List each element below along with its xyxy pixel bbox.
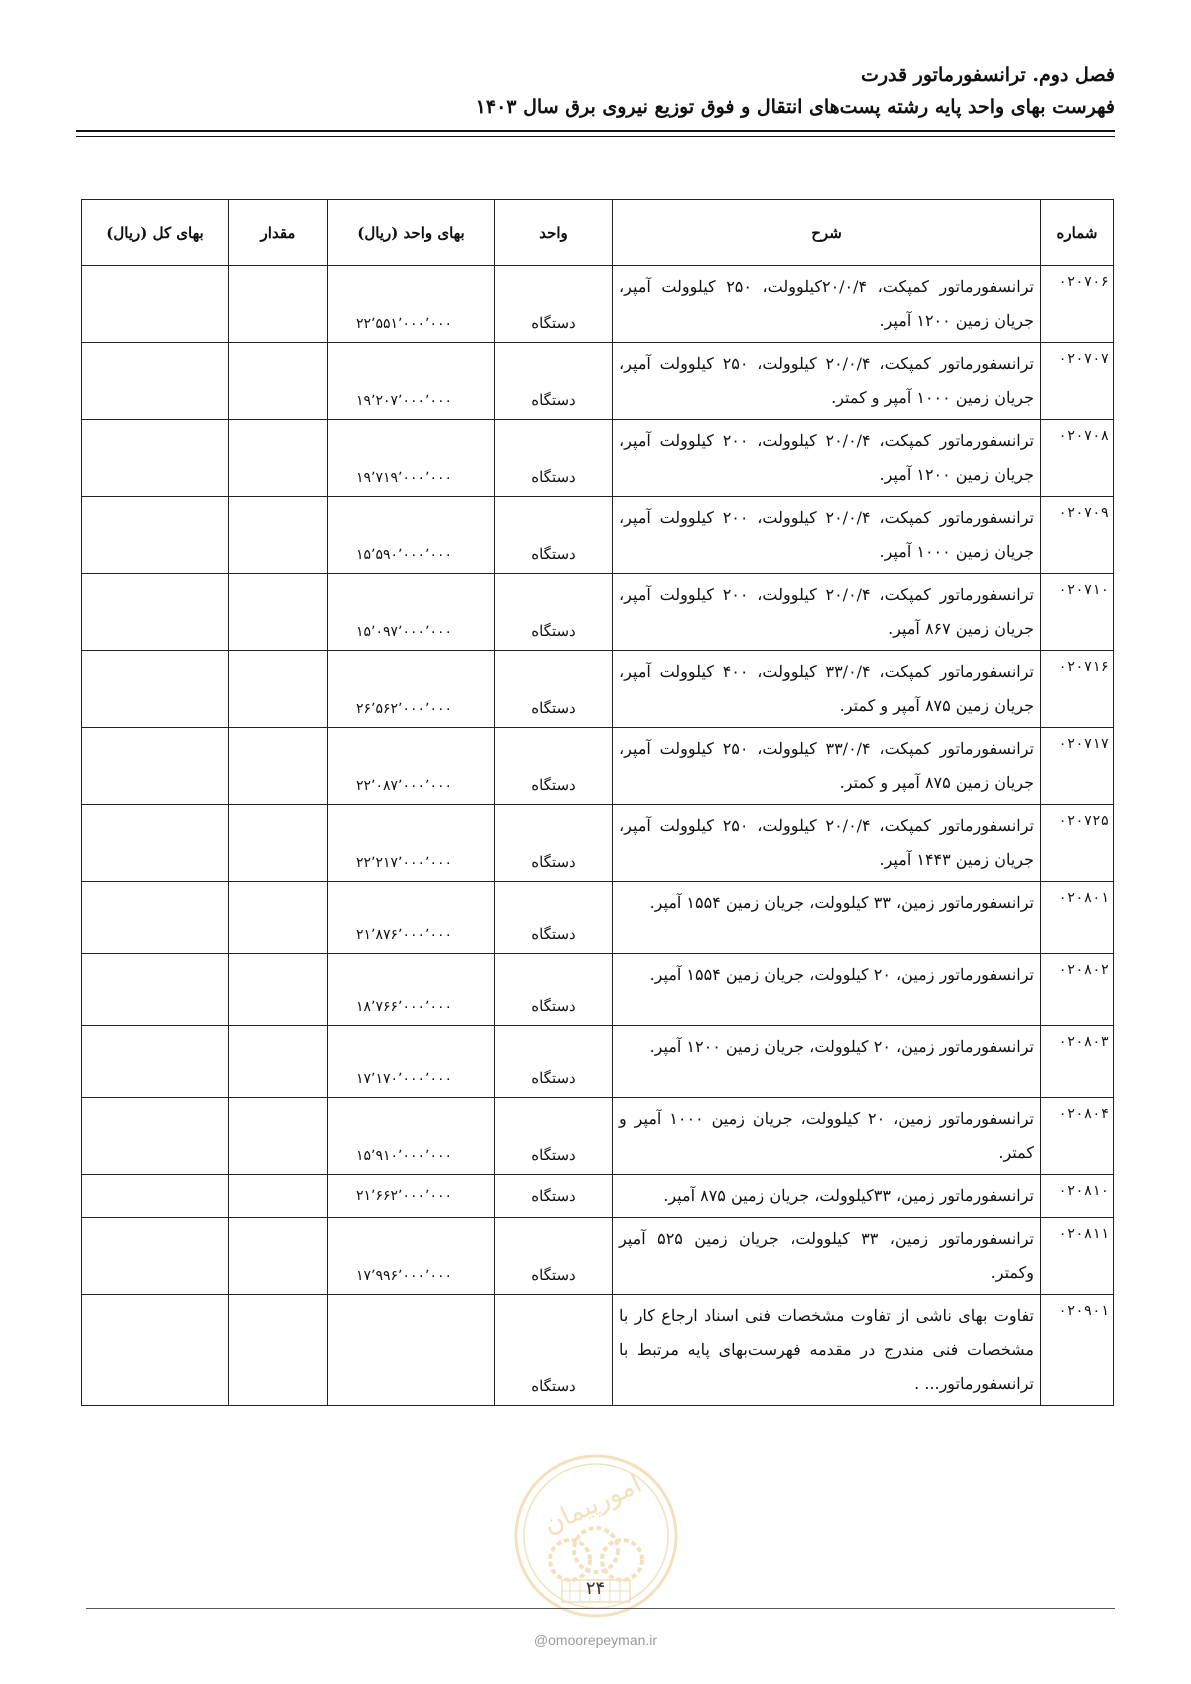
item-quantity: [229, 343, 328, 420]
item-unit: دستگاه: [495, 1098, 613, 1175]
item-total-price: [82, 805, 229, 882]
item-quantity: [229, 882, 328, 954]
item-unit: دستگاه: [495, 954, 613, 1026]
table-row: [82, 651, 1114, 728]
item-unit: دستگاه: [495, 728, 613, 805]
item-number: ۰۲۰۷۱۷: [1041, 728, 1114, 805]
item-description: ترانسفورماتور کمپکت، ۲۰/۰/۴ کیلوولت، ۲۵۰ کیلوولت آمپر، جریان زمین ۱۰۰۰ آمپر و کمتر.: [613, 343, 1041, 420]
item-unit: دستگاه: [495, 497, 613, 574]
item-number: ۰۲۰۸۰۴: [1041, 1098, 1114, 1175]
item-number: ۰۲۰۷۲۵: [1041, 805, 1114, 882]
item-description: ترانسفورماتور کمپکت، ۳۳/۰/۴ کیلوولت، ۲۵۰ کیلوولت آمپر، جریان زمین ۸۷۵ آمپر و کمتر.: [613, 728, 1041, 805]
item-unit-price: ۱۹٬۷۱۹٬۰۰۰٬۰۰۰: [328, 420, 495, 497]
item-unit: دستگاه: [495, 343, 613, 420]
document-title: فهرست بهای واحد پایه رشته پست‌های انتقال و فوق توزیع نیروی برق سال ۱۴۰۳: [475, 96, 1115, 118]
item-description: ترانسفورماتور زمین، ۳۳ کیلوولت، جریان زمین ۵۲۵ آمپر وکمتر.: [613, 1218, 1041, 1295]
table-row: [82, 728, 1114, 805]
item-unit: دستگاه: [495, 1175, 613, 1218]
item-total-price: [82, 1098, 229, 1175]
item-unit: دستگاه: [495, 882, 613, 954]
header-unit: واحد: [495, 200, 613, 266]
header-total-price: بهای کل (ریال): [82, 200, 229, 266]
header-rule-thick: [76, 130, 1115, 132]
item-total-price: [82, 728, 229, 805]
item-unit: دستگاه: [495, 805, 613, 882]
item-total-price: [82, 266, 229, 343]
item-total-price: [82, 1218, 229, 1295]
item-total-price: [82, 954, 229, 1026]
item-description: ترانسفورماتور کمپکت، ۲۰/۰/۴ کیلوولت، ۲۰۰ کیلوولت آمپر، جریان زمین ۱۰۰۰ آمپر.: [613, 497, 1041, 574]
item-quantity: [229, 497, 328, 574]
header-unit-price: بهای واحد (ریال): [328, 200, 495, 266]
table-row: [82, 343, 1114, 420]
item-description: ترانسفورماتور کمپکت، ۲۰/۰/۴ کیلوولت، ۲۰۰ کیلوولت آمپر، جریان زمین ۱۲۰۰ آمپر.: [613, 420, 1041, 497]
item-number: ۰۲۰۹۰۱: [1041, 1295, 1114, 1406]
item-total-price: [82, 882, 229, 954]
price-list-table: [81, 199, 1114, 1406]
table-row: [82, 266, 1114, 343]
item-unit: دستگاه: [495, 266, 613, 343]
item-quantity: [229, 1026, 328, 1098]
page-header: [76, 58, 1115, 124]
table-row: [82, 1295, 1114, 1406]
table-row: [82, 882, 1114, 954]
item-quantity: [229, 574, 328, 651]
item-quantity: [229, 420, 328, 497]
item-unit-price: ۲۲٬۵۵۱٬۰۰۰٬۰۰۰: [328, 266, 495, 343]
item-number: ۰۲۰۸۰۱: [1041, 882, 1114, 954]
item-description: ترانسفورماتور زمین، ۲۰ کیلوولت، جریان زمین ۱۵۵۴ آمپر.: [613, 954, 1041, 1026]
item-unit-price: ۱۵٬۹۱۰٬۰۰۰٬۰۰۰: [328, 1098, 495, 1175]
item-description: ترانسفورماتور کمپکت، ۲۰/۰/۴ کیلوولت، ۲۵۰ کیلوولت آمپر، جریان زمین ۱۴۴۳ آمپر.: [613, 805, 1041, 882]
item-unit-price: ۱۷٬۱۷۰٬۰۰۰٬۰۰۰: [328, 1026, 495, 1098]
table-row: [82, 1098, 1114, 1175]
header-number: شماره: [1041, 200, 1114, 266]
item-unit-price: ۲۲٬۲۱۷٬۰۰۰٬۰۰۰: [328, 805, 495, 882]
item-unit-price: ۲۱٬۸۷۶٬۰۰۰٬۰۰۰: [328, 882, 495, 954]
item-number: ۰۲۰۷۰۶: [1041, 266, 1114, 343]
item-total-price: [82, 1295, 229, 1406]
table-row: [82, 497, 1114, 574]
item-description: ترانسفورماتور زمین، ۲۰ کیلوولت، جریان زمین ۱۰۰۰ آمپر و کمتر.: [613, 1098, 1041, 1175]
item-description: تفاوت بهای ناشی از تفاوت مشخصات فنی اسناد ارجاع کار با مشخصات فنی مندرج در مقدمه فهرست‌بهای پایه مرتبط با ترانسفورماتور... .: [613, 1295, 1041, 1406]
item-quantity: [229, 1218, 328, 1295]
table-body: [82, 266, 1114, 1406]
item-total-price: [82, 420, 229, 497]
website-watermark: @omoorepeyman.ir: [533, 1632, 658, 1648]
item-quantity: [229, 651, 328, 728]
table-row: [82, 805, 1114, 882]
item-number: ۰۲۰۷۰۷: [1041, 343, 1114, 420]
item-total-price: [82, 574, 229, 651]
item-description: ترانسفورماتور زمین، ۲۰ کیلوولت، جریان زمین ۱۲۰۰ آمپر.: [613, 1026, 1041, 1098]
table-row: [82, 1026, 1114, 1098]
item-unit-price: ۲۶٬۵۶۲٬۰۰۰٬۰۰۰: [328, 651, 495, 728]
table-row: [82, 1218, 1114, 1295]
item-total-price: [82, 1175, 229, 1218]
item-quantity: [229, 728, 328, 805]
item-unit-price: ۲۱٬۶۶۲٬۰۰۰٬۰۰۰: [328, 1175, 495, 1218]
item-total-price: [82, 1026, 229, 1098]
table-row: [82, 1175, 1114, 1218]
item-quantity: [229, 805, 328, 882]
item-unit: دستگاه: [495, 420, 613, 497]
table-row: [82, 420, 1114, 497]
item-unit: دستگاه: [495, 1295, 613, 1406]
item-unit-price: ۱۵٬۰۹۷٬۰۰۰٬۰۰۰: [328, 574, 495, 651]
table-row: [82, 574, 1114, 651]
item-unit-price: ۲۲٬۰۸۷٬۰۰۰٬۰۰۰: [328, 728, 495, 805]
item-unit: دستگاه: [495, 1026, 613, 1098]
item-quantity: [229, 1098, 328, 1175]
item-unit-price: [328, 1295, 495, 1406]
item-quantity: [229, 1175, 328, 1218]
item-total-price: [82, 343, 229, 420]
item-unit-price: ۱۹٬۲۰۷٬۰۰۰٬۰۰۰: [328, 343, 495, 420]
header-rule-thin: [76, 136, 1115, 137]
page-number: ۲۴: [585, 1578, 606, 1599]
item-description: ترانسفورماتور کمپکت، ۲۰/۰/۴کیلوولت، ۲۵۰ کیلوولت آمپر، جریان زمین ۱۲۰۰ آمپر.: [613, 266, 1041, 343]
item-unit: دستگاه: [495, 1218, 613, 1295]
chapter-title: فصل دوم. ترانسفورماتور قدرت: [860, 64, 1115, 86]
item-number: ۰۲۰۸۱۱: [1041, 1218, 1114, 1295]
item-description: ترانسفورماتور کمپکت، ۳۳/۰/۴ کیلوولت، ۴۰۰ کیلوولت آمپر، جریان زمین ۸۷۵ آمپر و کمتر.: [613, 651, 1041, 728]
table-row: [82, 954, 1114, 1026]
footer-rule: [86, 1608, 1115, 1609]
item-unit: دستگاه: [495, 651, 613, 728]
item-unit: دستگاه: [495, 574, 613, 651]
item-quantity: [229, 954, 328, 1026]
item-number: ۰۲۰۸۰۲: [1041, 954, 1114, 1026]
item-number: ۰۲۰۸۰۳: [1041, 1026, 1114, 1098]
item-quantity: [229, 266, 328, 343]
item-quantity: [229, 1295, 328, 1406]
item-description: ترانسفورماتور زمین، ۳۳کیلوولت، جریان زمین ۸۷۵ آمپر.: [613, 1175, 1041, 1218]
item-unit-price: ۱۸٬۷۶۶٬۰۰۰٬۰۰۰: [328, 954, 495, 1026]
item-description: ترانسفورماتور زمین، ۳۳ کیلوولت، جریان زمین ۱۵۵۴ آمپر.: [613, 882, 1041, 954]
item-total-price: [82, 651, 229, 728]
item-number: ۰۲۰۷۰۸: [1041, 420, 1114, 497]
item-number: ۰۲۰۷۱۶: [1041, 651, 1114, 728]
table-header-row: [82, 200, 1114, 266]
item-unit-price: ۱۵٬۵۹۰٬۰۰۰٬۰۰۰: [328, 497, 495, 574]
item-total-price: [82, 497, 229, 574]
header-quantity: مقدار: [229, 200, 328, 266]
item-number: ۰۲۰۷۰۹: [1041, 497, 1114, 574]
header-description: شرح: [613, 200, 1041, 266]
seal-text: امورپیمان: [539, 1469, 647, 1541]
item-description: ترانسفورماتور کمپکت، ۲۰/۰/۴ کیلوولت، ۲۰۰ کیلوولت آمپر، جریان زمین ۸۶۷ آمپر.: [613, 574, 1041, 651]
item-unit-price: ۱۷٬۹۹۶٬۰۰۰٬۰۰۰: [328, 1218, 495, 1295]
item-number: ۰۲۰۸۱۰: [1041, 1175, 1114, 1218]
item-number: ۰۲۰۷۱۰: [1041, 574, 1114, 651]
